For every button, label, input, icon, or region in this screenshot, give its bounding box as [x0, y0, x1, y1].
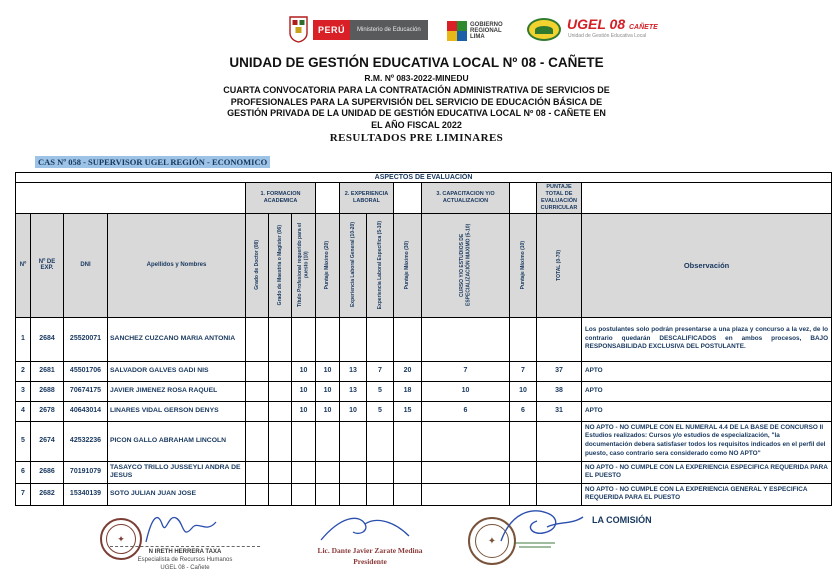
stamp-comision-icon: ✦: [468, 517, 516, 565]
cell-observacion: Los postulantes solo podrán presentarse a una plaza y concurso a la vez, de lo contrario quedarán DESCALIFICADOS en ambos procesos, BAJO RESPONSABILIDAD EXCLUSIVA DEL POSTULANTE.: [582, 317, 832, 361]
group-spacer: [394, 183, 422, 214]
gobierno-regional-label: GOBIERNO REGIONAL LIMA: [470, 21, 503, 41]
minedu-logo: [350, 20, 428, 40]
cell-cursos: 7: [422, 361, 510, 381]
cell-pm_formacion: [316, 421, 340, 461]
col-pm-formacion: Puntaje Máximo (20): [316, 213, 340, 317]
table-row: [16, 361, 832, 381]
cell-pm_capacitacion: 6: [510, 401, 537, 421]
col-exp-general: Experiencia Laboral General (10-20): [340, 213, 367, 317]
cell-doctor: [246, 483, 269, 505]
cell-exp_general: [340, 461, 367, 483]
convocatoria-paragraph: [0, 85, 833, 131]
signature-1-block: [95, 546, 275, 572]
cell-pm_experiencia: 20: [394, 361, 422, 381]
signature-3-icon: [495, 505, 590, 550]
cell-dni: 40643014: [64, 401, 108, 421]
cell-doctor: [246, 381, 269, 401]
group-capacitacion: 3. CAPACITACION Y/O ACTUALIZACION: [422, 183, 510, 214]
cell-exp_especifica: 5: [367, 401, 394, 421]
cell-pm_experiencia: 18: [394, 381, 422, 401]
cell-pm_formacion: [316, 317, 340, 361]
cell-exp_especifica: [367, 461, 394, 483]
cell-maestria: [269, 381, 292, 401]
table-row: [16, 421, 832, 461]
cell-total: [537, 461, 582, 483]
resultados-title: RESULTADOS PRE LIMINARES: [329, 132, 504, 144]
ugel-tagline: Unidad de Gestión Educativa Local: [568, 33, 647, 39]
cell-titulo: [292, 317, 316, 361]
cell-exp_general: [340, 317, 367, 361]
convocatoria-line: PROFESIONALES PARA LA SUPERVISIÓN DEL SERVICIO DE EDUCACIÓN BÁSICA DE: [230, 96, 603, 107]
cell-doctor: [246, 401, 269, 421]
cell-dni: 70674175: [64, 381, 108, 401]
group-formacion: 1. FORMACION ACADEMICA: [246, 183, 316, 214]
group-spacer: [582, 183, 832, 214]
group-puntaje-total: PUNTAJE TOTAL DE EVALUACIÓN CURRICULAR: [537, 183, 582, 214]
signature-1-role: Especialista de Recursos Humanos: [137, 557, 233, 564]
cell-n: 4: [16, 401, 31, 421]
cell-doctor: [246, 461, 269, 483]
cell-exp_especifica: 7: [367, 361, 394, 381]
col-total: TOTAL (0-70): [537, 213, 582, 317]
minedu-logo-label: Ministerio de Educación: [357, 26, 421, 33]
cell-observacion: APTO: [582, 361, 832, 381]
page-title: UNIDAD DE GESTIÓN EDUCATIVA LOCAL Nº 08 - CAÑETE: [229, 55, 604, 70]
table-row: [16, 401, 832, 421]
cell-doctor: [246, 317, 269, 361]
cell-nombres: SANCHEZ CUZCANO MARIA ANTONIA: [108, 317, 246, 361]
column-header-row: [16, 213, 832, 317]
cell-pm_experiencia: 15: [394, 401, 422, 421]
cell-n: 6: [16, 461, 31, 483]
cell-exp: 2684: [31, 317, 64, 361]
cell-total: [537, 421, 582, 461]
col-exp-especifica: Experiencia Laboral Específica (5-10): [367, 213, 394, 317]
cell-exp_especifica: [367, 421, 394, 461]
cell-dni: 70191079: [64, 461, 108, 483]
stamp-rrhh-icon: ✦: [100, 518, 142, 560]
cell-exp: 2678: [31, 401, 64, 421]
cell-maestria: [269, 483, 292, 505]
cell-nombres: SALVADOR GALVES GADI NIS: [108, 361, 246, 381]
cell-cursos: 10: [422, 381, 510, 401]
table-row: [16, 461, 832, 483]
cell-pm_experiencia: [394, 317, 422, 361]
cell-nombres: LINARES VIDAL GERSON DENYS: [108, 401, 246, 421]
cell-pm_formacion: [316, 483, 340, 505]
col-maestria: Grado de Maestría o Magíster (06): [269, 213, 292, 317]
cell-pm_capacitacion: [510, 483, 537, 505]
cell-exp_especifica: 5: [367, 381, 394, 401]
cell-cursos: [422, 461, 510, 483]
col-doctor: Grado de Doctor (08): [246, 213, 269, 317]
cell-cursos: [422, 421, 510, 461]
ugel-logo: [527, 16, 657, 46]
ugel-sub-label: CAÑETE: [629, 24, 658, 31]
cell-n: 5: [16, 421, 31, 461]
cell-titulo: [292, 461, 316, 483]
cell-doctor: [246, 361, 269, 381]
col-nombres: Apellidos y Nombres: [108, 213, 246, 317]
comision-label: LA COMISIÓN: [592, 515, 652, 525]
group-spacer: [316, 183, 340, 214]
table-row: [16, 381, 832, 401]
cell-titulo: [292, 421, 316, 461]
cell-exp: 2681: [31, 361, 64, 381]
cell-observacion: NO APTO - NO CUMPLE CON LA EXPERIENCIA GENERAL Y ESPECIFICA REQUERIDA PARA EL PUESTO: [582, 483, 832, 505]
cell-exp: 2688: [31, 381, 64, 401]
col-n: Nº: [16, 213, 31, 317]
cell-total: 37: [537, 361, 582, 381]
gobierno-regional-icon: [447, 21, 467, 41]
cell-titulo: 10: [292, 401, 316, 421]
cell-pm_experiencia: [394, 483, 422, 505]
cell-pm_capacitacion: 10: [510, 381, 537, 401]
col-pm-capacitacion: Puntaje Máximo (10): [510, 213, 537, 317]
aspectos-header-row: [16, 173, 832, 183]
peru-logo: [313, 20, 350, 40]
cell-pm_formacion: 10: [316, 361, 340, 381]
cell-maestria: [269, 361, 292, 381]
convocatoria-line: CUARTA CONVOCATORIA PARA LA CONTRATACIÓN ADMINISTRATIVA DE SERVICIOS DE: [223, 85, 610, 95]
cell-maestria: [269, 421, 292, 461]
cell-pm_formacion: 10: [316, 401, 340, 421]
cell-pm_capacitacion: 7: [510, 361, 537, 381]
cell-cursos: [422, 317, 510, 361]
cell-pm_capacitacion: [510, 461, 537, 483]
col-titulo: Título Profesional requerido para el puesto (10): [292, 213, 316, 317]
cas-section-label: CAS Nº 058 - SUPERVISOR UGEL REGIÓN - ECONOMICO: [35, 156, 270, 168]
aspectos-header: ASPECTOS DE EVALUACIÓN: [16, 173, 832, 183]
cell-exp_general: 10: [340, 401, 367, 421]
cell-exp: 2682: [31, 483, 64, 505]
results-tbody: [16, 317, 832, 506]
cell-exp: 2686: [31, 461, 64, 483]
cell-dni: 42532236: [64, 421, 108, 461]
cell-pm_capacitacion: [510, 317, 537, 361]
cell-total: [537, 483, 582, 505]
ugel-oval-icon: [527, 18, 561, 41]
cell-observacion: APTO: [582, 401, 832, 421]
group-header-row: [16, 183, 832, 214]
cell-pm_experiencia: [394, 421, 422, 461]
cell-pm_formacion: 10: [316, 381, 340, 401]
cell-maestria: [269, 461, 292, 483]
signature-2-icon: [315, 512, 415, 546]
cell-n: 2: [16, 361, 31, 381]
results-table: [15, 172, 832, 506]
logo-strip: [0, 14, 833, 48]
cell-titulo: 10: [292, 381, 316, 401]
col-observacion: Observación: [582, 213, 832, 317]
cell-n: 3: [16, 381, 31, 401]
cell-n: 7: [16, 483, 31, 505]
col-cursos: CURSO Y/O ESTUDIOS DE ESPECIALIZACIÓN MAXIMO (5-10): [422, 213, 510, 317]
cell-total: 38: [537, 381, 582, 401]
signature-2-name: Lic. Dante Javier Zarate Medina: [317, 546, 423, 555]
table-row: [16, 483, 832, 505]
cell-total: 31: [537, 401, 582, 421]
cell-nombres: JAVIER JIMENEZ ROSA RAQUEL: [108, 381, 246, 401]
cell-maestria: [269, 317, 292, 361]
group-experiencia: 2. EXPERIENCIA LABORAL: [340, 183, 394, 214]
cell-exp_especifica: [367, 317, 394, 361]
signature-line: [110, 546, 260, 547]
peru-logo-label: PERÚ: [317, 25, 345, 35]
cell-exp_general: 13: [340, 361, 367, 381]
cell-titulo: [292, 483, 316, 505]
cell-dni: 45501706: [64, 361, 108, 381]
cell-pm_formacion: [316, 461, 340, 483]
convocatoria-line: EL AÑO FISCAL 2022: [371, 119, 462, 130]
signature-1-org: UGEL 08 - Cañete: [160, 565, 210, 572]
cell-cursos: [422, 483, 510, 505]
cell-exp_general: [340, 421, 367, 461]
cell-observacion: NO APTO - NO CUMPLE CON EL NUMERAL 4.4 DE LA BASE DE CONCURSO II Estudios realizados: Cursos y/o estudios de especialización, "la documentación debera satisfaser todos los requisitos indicados en el perfil del puesto, caso contrario sera considerado como NO APTO": [582, 421, 832, 461]
cell-exp_general: [340, 483, 367, 505]
cell-dni: 15340139: [64, 483, 108, 505]
cell-dni: 25520071: [64, 317, 108, 361]
group-spacer: [510, 183, 537, 214]
convocatoria-line: GESTIÓN PRIVADA DE LA UNIDAD DE GESTIÓN EDUCATIVA LOCAL Nº 08 - CAÑETE EN: [227, 108, 606, 118]
cell-maestria: [269, 401, 292, 421]
ugel-wordmark: UGEL 08 CAÑETE: [567, 16, 658, 32]
cell-exp_especifica: [367, 483, 394, 505]
cell-nombres: SOTO JULIAN JUAN JOSE: [108, 483, 246, 505]
table-row: [16, 317, 832, 361]
cell-observacion: NO APTO - NO CUMPLE CON LA EXPERIENCIA ESPECIFICA REQUERIDA PARA EL PUESTO: [582, 461, 832, 483]
gobierno-regional-lima-logo: [447, 18, 509, 44]
cell-exp_general: 13: [340, 381, 367, 401]
cell-n: 1: [16, 317, 31, 361]
signature-1-icon: [138, 510, 223, 548]
cell-observacion: APTO: [582, 381, 832, 401]
col-dni: DNI: [64, 213, 108, 317]
cell-exp: 2674: [31, 421, 64, 461]
cell-pm_capacitacion: [510, 421, 537, 461]
rm-subtitle: R.M. Nº 083-2022-MINEDU: [364, 73, 469, 83]
signature-2-role: Presidente: [353, 556, 387, 566]
cell-total: [537, 317, 582, 361]
col-exp: Nº DE EXP.: [31, 213, 64, 317]
cell-cursos: 6: [422, 401, 510, 421]
group-spacer: [16, 183, 246, 214]
col-pm-experiencia: Puntaje Máximo (30): [394, 213, 422, 317]
cell-titulo: 10: [292, 361, 316, 381]
cell-doctor: [246, 421, 269, 461]
cell-nombres: PICON GALLO ABRAHAM LINCOLN: [108, 421, 246, 461]
cell-nombres: TASAYCO TRILLO JUSSEYLI ANDRA DE JESUS: [108, 461, 246, 483]
signature-1-name: N IRETH HERRERA TAXA: [148, 549, 222, 555]
cell-pm_experiencia: [394, 461, 422, 483]
signature-2-block: [290, 546, 450, 567]
peru-coat-of-arms-icon: [288, 16, 309, 43]
